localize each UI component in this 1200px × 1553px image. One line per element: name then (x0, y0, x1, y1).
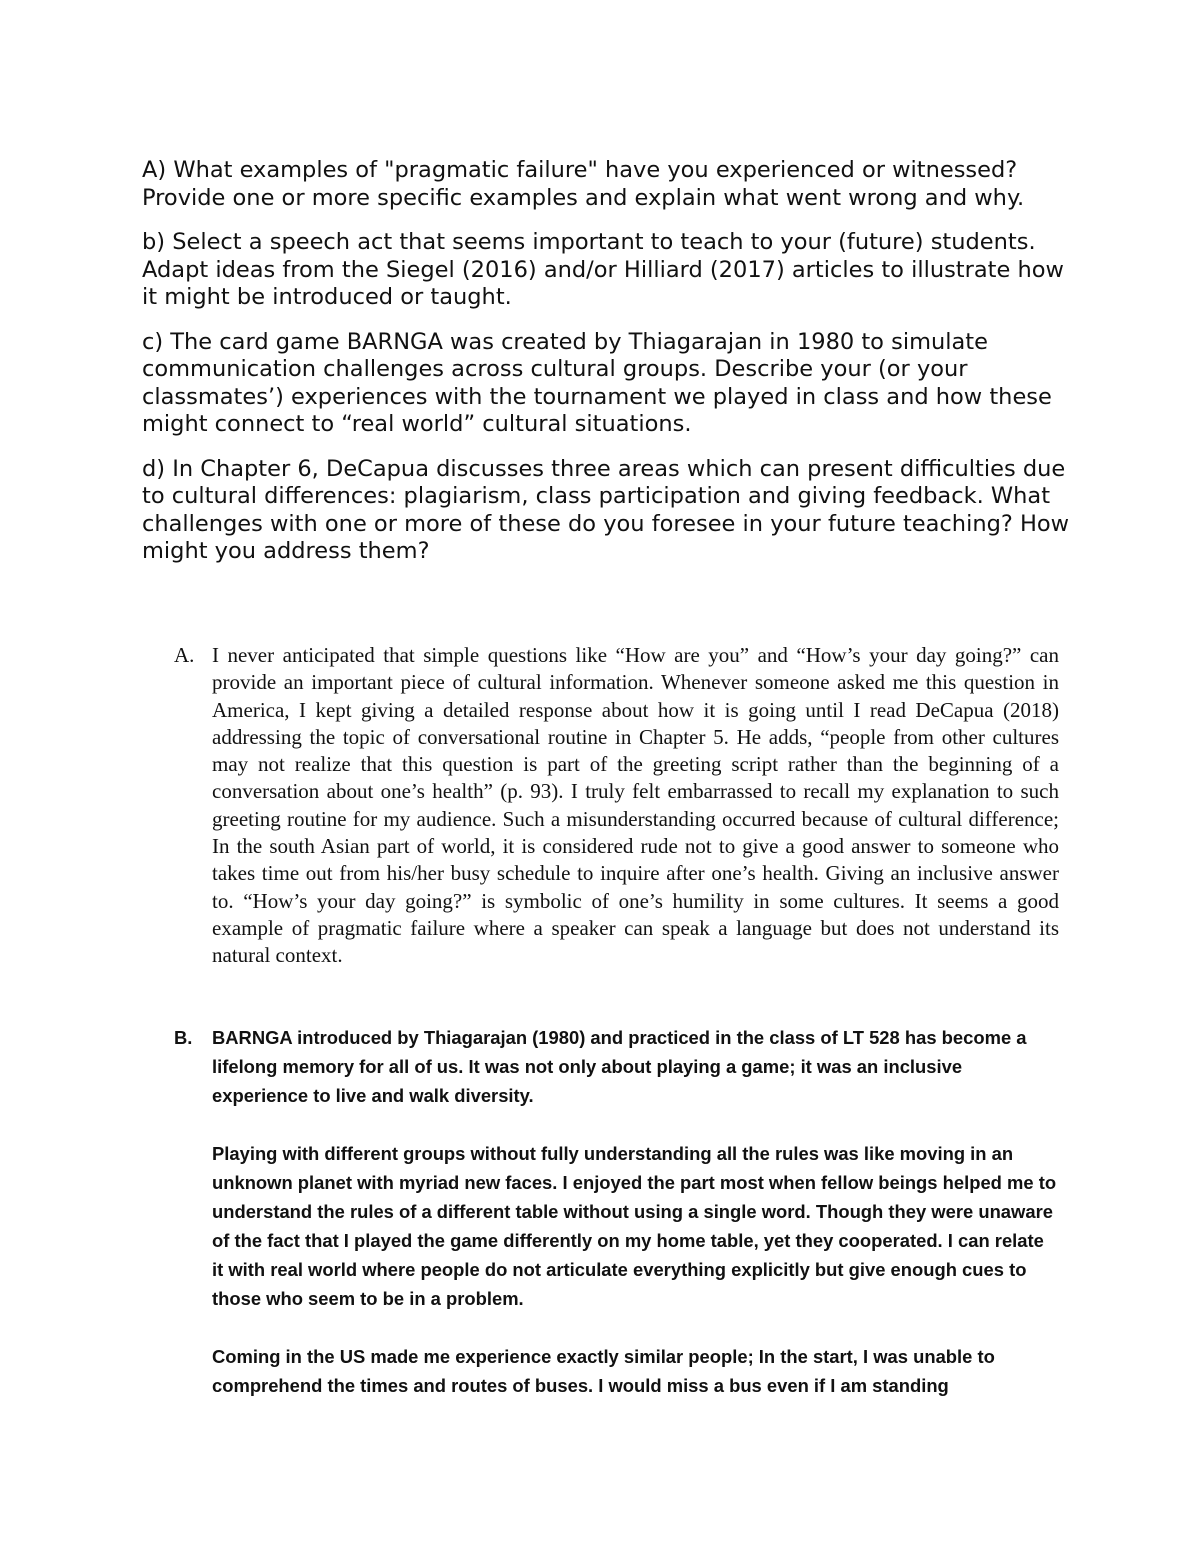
answer-a-text: I never anticipated that simple questions like “How are you” and “How’s your day going?” can provide an important piece of cultural information. Whenever someone asked me this question in America, I kept giving a detailed response about how it is going until I read DeCapua (2018) addressing the topic of conversational routine in Chapter 5. He adds, “people from other cultures may not realize that this question is part of the greeting script rather than the beginning of a conversation about one’s health” (p. 93). I truly felt embarrassed to recall my explanation to such greeting routine for my audience. Such a misunderstanding occurred because of cultural difference; In the south Asian part of world, it is considered rude not to give a good answer to someone who takes time out from his/her busy schedule to inquire after one’s health. Giving an inclusive answer to. “How’s your day going?” is symbolic of one’s humility in some cultures. It seems a good example of pragmatic failure where a speaker can speak a language but does not understand its natural context. (212, 643, 1059, 968)
answer-b-paragraph-3: Coming in the US made me experience exactly similar people; In the start, I was unable to comprehend the times and routes of buses. I would miss a bus even if I am standing (212, 1346, 995, 1396)
assignment-questions (142, 157, 1072, 583)
question-c: c) The card game BARNGA was created by Thiagarajan in 1980 to simulate communication challenges across cultural groups. Describe your (or your classmates’) experiences with the tournament we played in class and how these might connect to “real world” cultural situations. (142, 328, 1052, 437)
answer-a (174, 642, 1059, 970)
answer-b (174, 1023, 1059, 1429)
answer-a-marker: A. (174, 643, 195, 667)
question-b: b) Select a speech act that seems important to teach to your (future) students. Adapt ideas from the Siegel (2016) and/or Hilliard (2017) articles to illustrate how it might be introduced or taught. (142, 229, 1064, 310)
answer-b-paragraph-2: Playing with different groups without fully understanding all the rules was like moving in an unknown planet with myriad new faces. I enjoyed the part most when fellow beings helped me to understand the rules of a different table without using a single word. Though they were unaware of the fact that I played the game differently on my home table, yet they cooperated. I can relate it with real world where people do not articulate everything explicitly but give enough cues to those who seem to be in a problem. (212, 1143, 1057, 1309)
answer-b-marker: B. (174, 1027, 193, 1048)
answer-b-body (212, 1023, 1059, 1400)
question-a: A) What examples of "pragmatic failure" have you experienced or witnessed? Provide one or more specific examples and explain what went wrong and why. (142, 157, 1025, 211)
answer-b-paragraph-1: BARNGA introduced by Thiagarajan (1980) and practiced in the class of LT 528 has become a lifelong memory for all of us. It was not only about playing a game; it was an inclusive experience to live and walk diversity. (212, 1027, 1027, 1106)
question-d: d) In Chapter 6, DeCapua discusses three areas which can present difficulties due to cultural differences: plagiarism, class participation and giving feedback. What challenges with one or more of these do you foresee in your future teaching? How might you address them? (142, 455, 1070, 564)
